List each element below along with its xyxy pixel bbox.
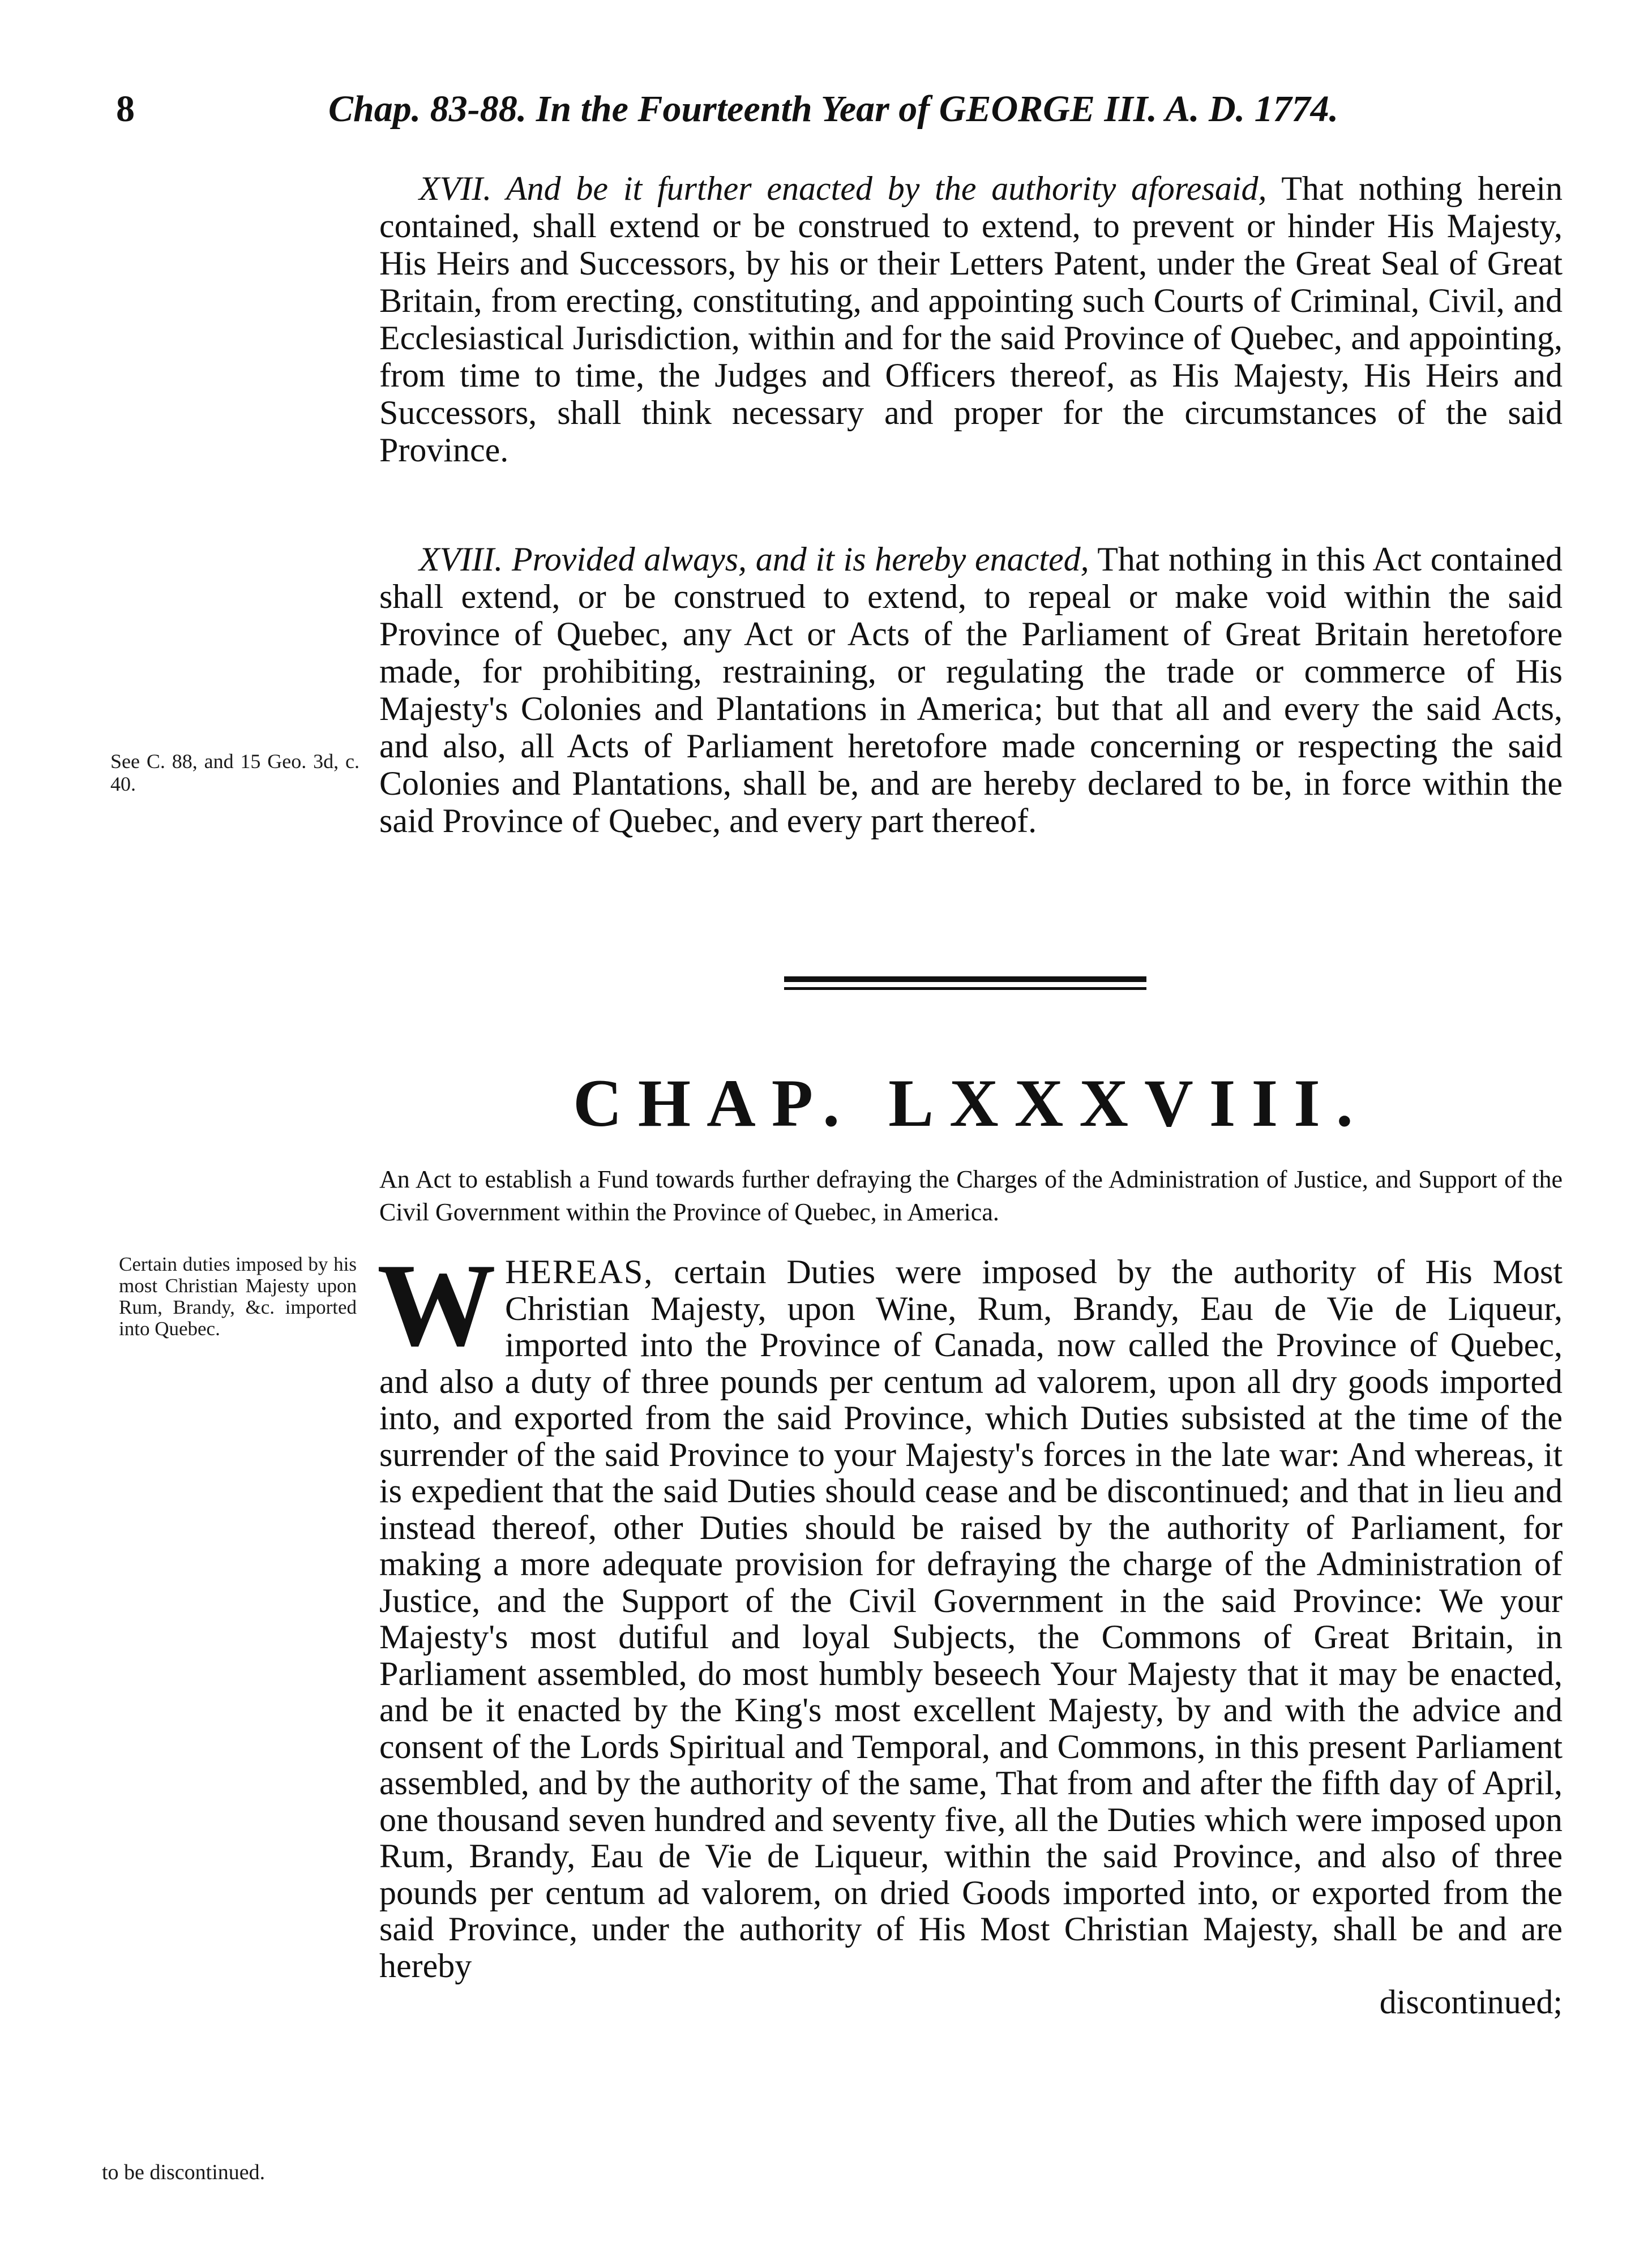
section-divider-rule bbox=[784, 976, 1146, 990]
act-title: An Act to establish a Fund towards further defraying the Charges of the Administration of Justice, and Support of the Civil Government within the Province of Quebec, in America. bbox=[379, 1165, 1563, 1226]
section-18 bbox=[379, 541, 1563, 839]
section-18-text: That nothing in this Act contained shall extend, or be construed to extend, to repeal or make void within the said Province of Quebec, any Act or Acts of the Parliament of Great Britain heretofore made, for prohibiting, restraining, or regulating the trade or commerce of His Majesty's Colonies and Plantations in America; but that all and every the said Acts, and also, all Acts of Parliament heretofore made concerning or respecting the said Colonies and Plantations, shall be, and are hereby declared to be, in force within the said Province of Quebec, and every part thereof. bbox=[379, 541, 1563, 839]
recital-last-line: discontinued; bbox=[1379, 1983, 1563, 2021]
recital-text: certain Duties were imposed by the authority of His Most Christian Majesty, upon Wine, Rum, Brandy, Eau de Vie de Liqueur, imported into the Province of Canada, now called the Province of Quebec, and also a duty of three pounds per centum ad valorem, upon all dry goods imported into, and exported from the said Province, which Duties subsisted at the time of the surrender of the said Province to your Majesty's forces in the late war: And whereas, it is expedient that the said Duties should cease and be discontinued; and that in lieu and instead thereof, other Duties should be raised by the authority of Parliament, for making a more adequate provision for defraying the charge of the Administration of Justice, and the Support of the Civil Government in the said Province: We your Majesty's most dutiful and loyal Subjects, the Commons of Great Britain, in Parliament assembled, do most humbly beseech Your Majesty that it may be enacted, and be it enacted by the King's most excellent Majesty, by and with the advice and consent of the Lords Spiritual and Temporal, and Commons, in this present Parliament assembled, and by the authority of the same, That from and after the fifth day of April, one thousand seven hundred and seventy five, all the Duties which were imposed upon Rum, Brandy, Eau de Vie de Liqueur, within the said Province, and also of three pounds per centum ad valorem, on dried Goods imported into, or exported from the said Province, under the authority of His Most Christian Majesty, shall be and are hereby bbox=[379, 1253, 1563, 1984]
section-17-text: That nothing herein contained, shall extend or be construed to extend, to prevent or hinder His Majesty, His Heirs and Successors, by his or their Letters Patent, under the Great Seal of Great Britain, from erecting, constituting, and appointing such Courts of Criminal, Civil, and Ecclesiastical Jurisdiction, within and for the said Province of Quebec, and appointing, from time to time, the Judges and Officers thereof, as His Majesty, His Heirs and Successors, shall think necessary and proper for the circumstances of the said Province. bbox=[379, 170, 1563, 469]
recital-first-word: HEREAS, bbox=[505, 1253, 654, 1291]
section-17 bbox=[379, 170, 1563, 469]
section-17-lead: XVII. And be it further enacted by the authority aforesaid, bbox=[419, 170, 1267, 207]
running-head-text: Chap. 83-88. In the Fourteenth Year of GEORGE III. A. D. 1774. bbox=[328, 88, 1339, 130]
chapter-title: CHAP. LXXXVIII. bbox=[573, 1065, 1369, 1141]
margin-note-duties: Certain duties imposed by his most Christian Majesty upon Rum, Brandy, &c. imported into Quebec. bbox=[119, 1253, 357, 1340]
margin-note-see-reference: See C. 88, and 15 Geo. 3d, c. 40. bbox=[110, 750, 359, 795]
margin-note-discontinued: to be discontinued. bbox=[102, 2160, 266, 2184]
recital-paragraph bbox=[377, 1240, 1563, 2021]
drop-cap: W bbox=[377, 1240, 496, 1371]
running-header bbox=[116, 88, 1565, 150]
section-18-lead: XVIII. Provided always, and it is hereby enacted, bbox=[419, 541, 1089, 578]
page-number: 8 bbox=[116, 88, 135, 130]
